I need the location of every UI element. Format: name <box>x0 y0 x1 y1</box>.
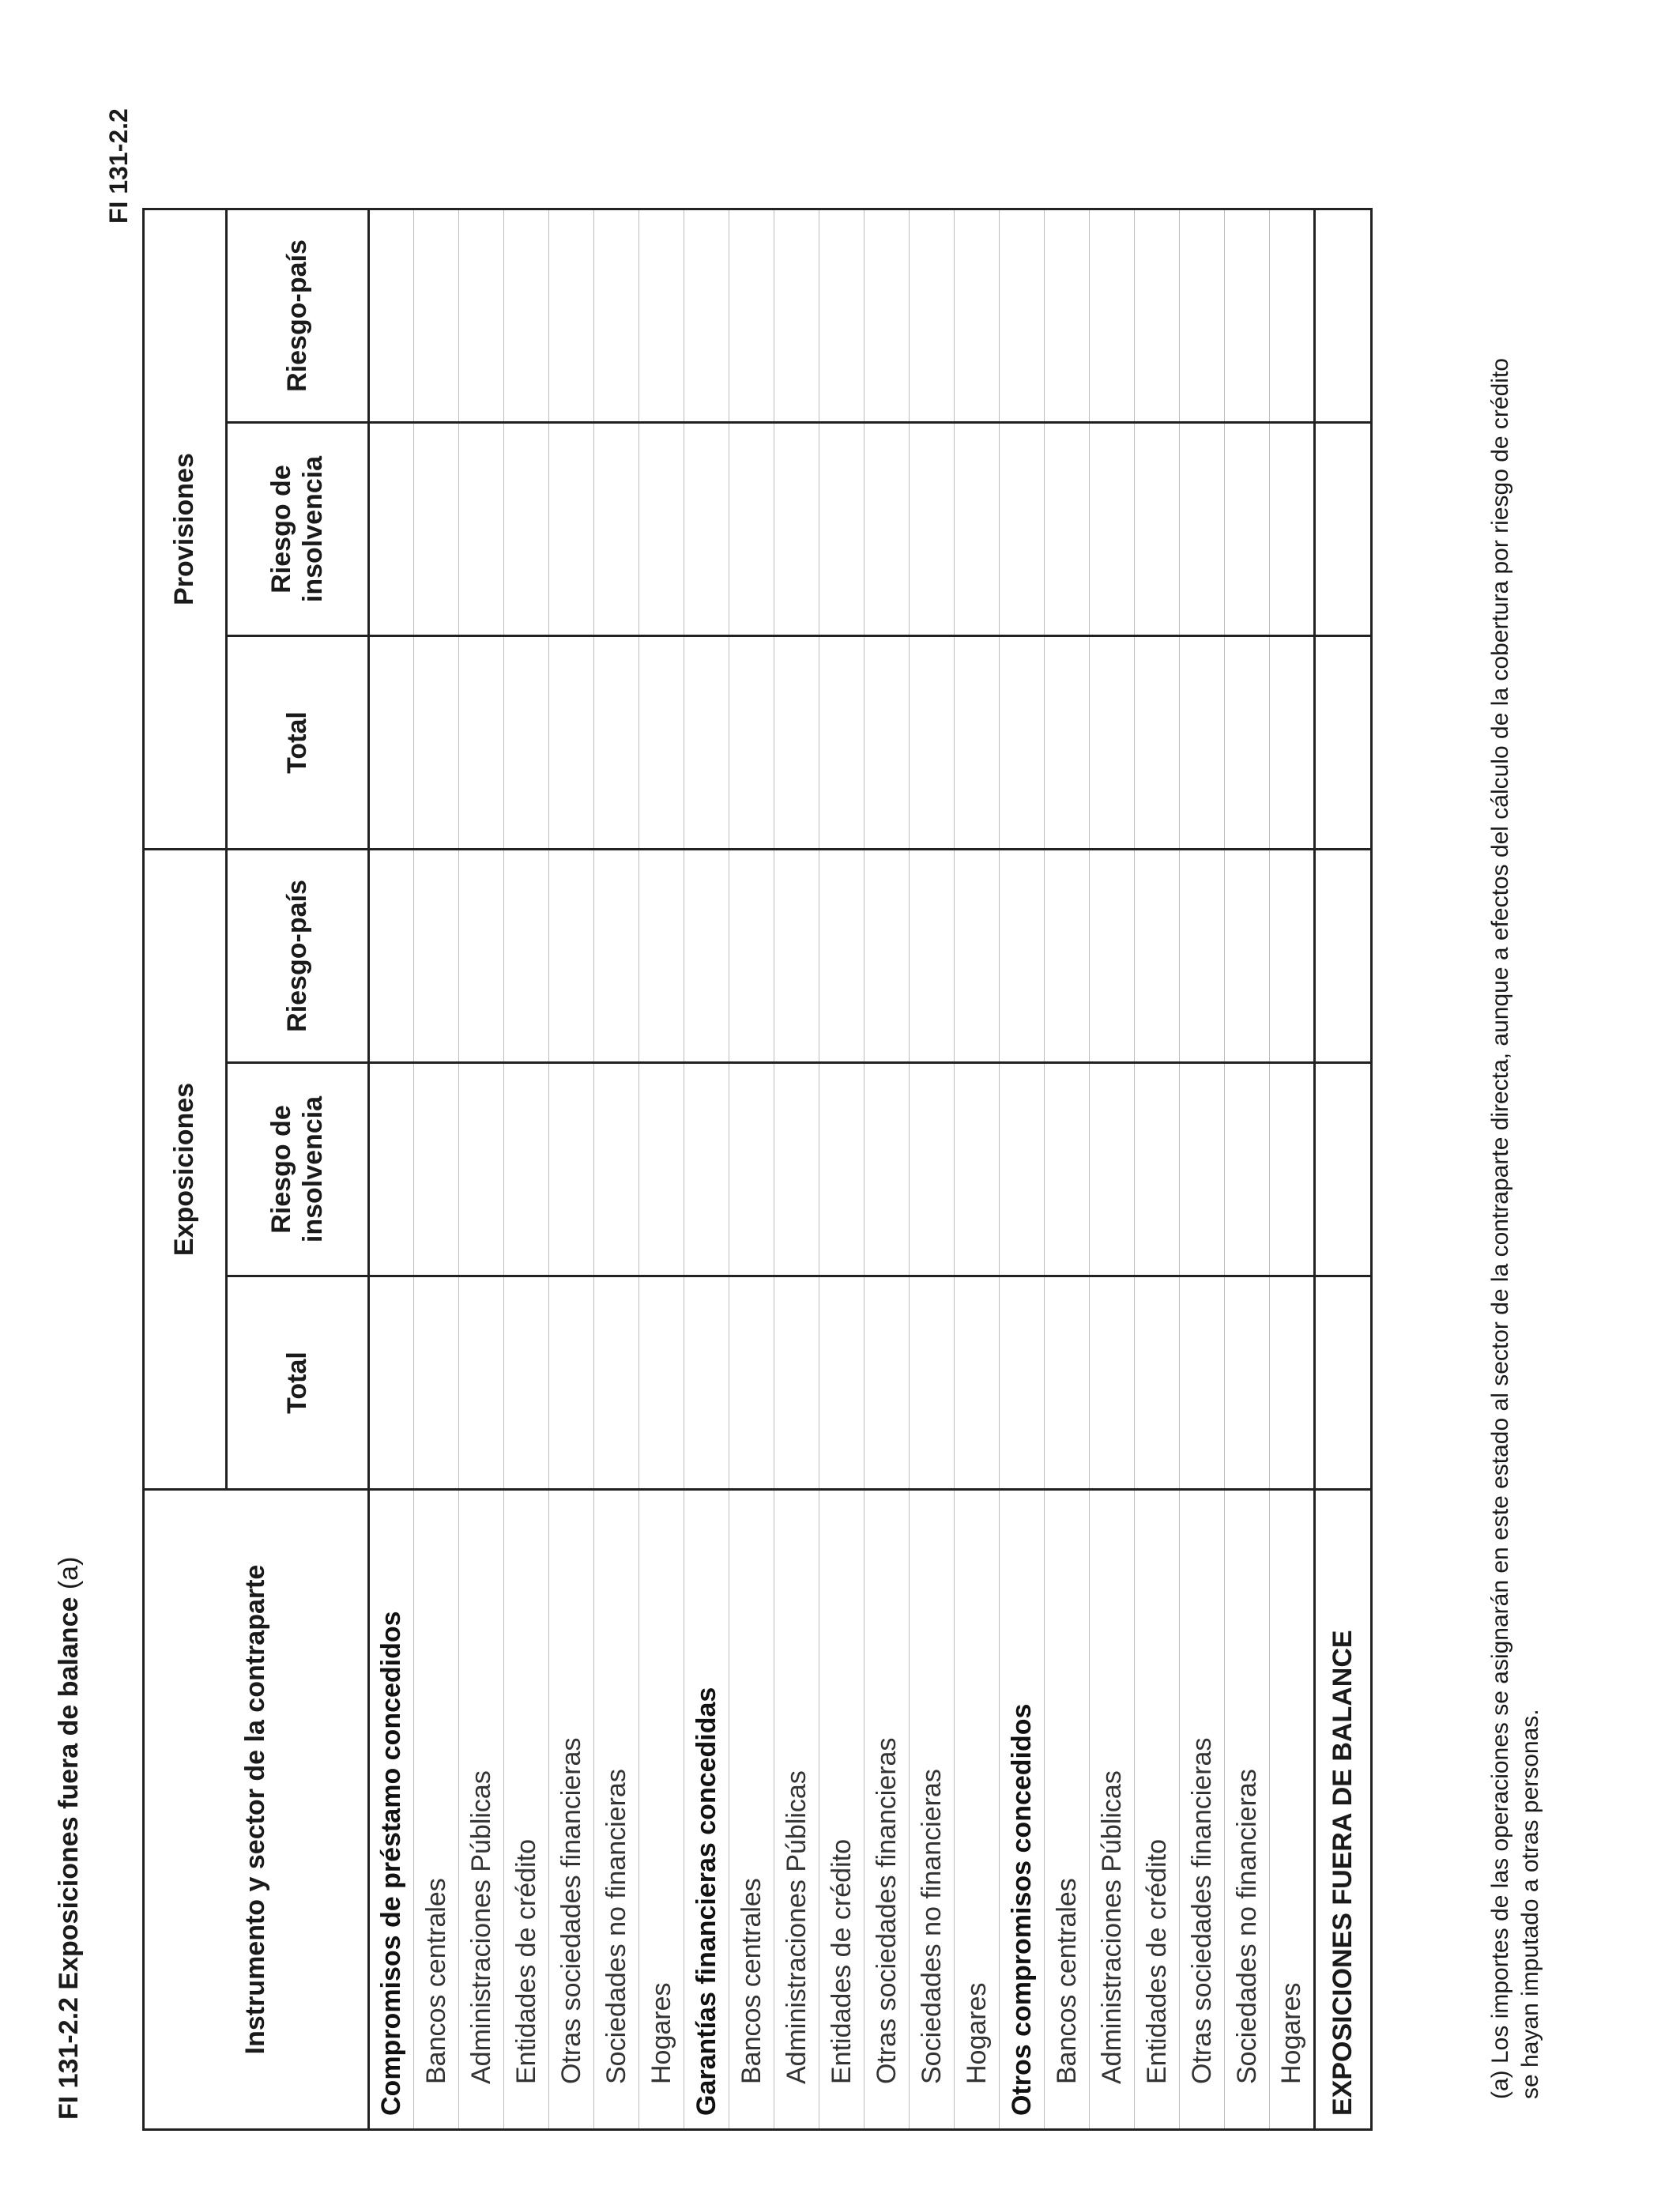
value-cell[interactable] <box>369 1063 414 1276</box>
value-cell[interactable] <box>369 850 414 1063</box>
form-title-main: FI 131-2.2 Exposiciones fuera de balance <box>54 1596 84 2120</box>
sector-label: Hogares <box>955 1490 1000 2130</box>
value-cell[interactable] <box>1090 850 1135 1063</box>
value-cell[interactable] <box>1000 423 1045 636</box>
value-cell[interactable] <box>1270 209 1315 423</box>
form-title-note: (a) <box>54 1556 84 1590</box>
value-cell[interactable] <box>1135 636 1180 850</box>
sector-label: Entidades de crédito <box>1135 1490 1180 2130</box>
value-cell[interactable] <box>459 423 504 636</box>
value-cell[interactable] <box>955 1276 1000 1490</box>
sector-label: Bancos centrales <box>414 1490 459 2130</box>
value-cell[interactable] <box>819 1276 864 1490</box>
value-cell[interactable] <box>910 636 955 850</box>
value-cell[interactable] <box>1180 850 1225 1063</box>
value-cell[interactable] <box>369 423 414 636</box>
value-cell[interactable] <box>1045 209 1090 423</box>
value-cell[interactable] <box>594 636 639 850</box>
row-header: Instrumento y sector de la contraparte <box>144 1490 369 2130</box>
value-cell[interactable] <box>414 1276 459 1490</box>
value-cell[interactable] <box>819 850 864 1063</box>
value-cell[interactable] <box>414 209 459 423</box>
value-cell[interactable] <box>549 1063 594 1276</box>
value-cell[interactable] <box>729 423 774 636</box>
table-row <box>1000 209 1045 2130</box>
value-cell[interactable] <box>819 209 864 423</box>
sector-label: Sociedades no financieras <box>1225 1490 1270 2130</box>
value-cell[interactable] <box>864 209 910 423</box>
value-cell[interactable] <box>639 1063 684 1276</box>
table-row <box>504 209 549 2130</box>
value-cell[interactable] <box>1270 850 1315 1063</box>
value-cell[interactable] <box>1000 636 1045 850</box>
value-cell[interactable] <box>1180 1063 1225 1276</box>
table-row <box>594 209 639 2130</box>
value-cell[interactable] <box>549 850 594 1063</box>
table-body <box>369 209 1372 2130</box>
form-title <box>54 1557 85 2120</box>
value-cell[interactable] <box>369 209 414 423</box>
value-cell[interactable] <box>684 209 729 423</box>
total-value-cell[interactable] <box>1315 209 1372 423</box>
sector-label: Entidades de crédito <box>819 1490 864 2130</box>
value-cell[interactable] <box>819 1063 864 1276</box>
value-cell[interactable] <box>1045 636 1090 850</box>
value-cell[interactable] <box>1045 850 1090 1063</box>
page-code: FI 131-2.2 <box>104 108 133 224</box>
sector-label: Otras sociedades financieras <box>1180 1490 1225 2130</box>
value-cell[interactable] <box>504 1063 549 1276</box>
value-cell[interactable] <box>955 209 1000 423</box>
value-cell[interactable] <box>549 1276 594 1490</box>
sector-label: Sociedades no financieras <box>910 1490 955 2130</box>
value-cell[interactable] <box>639 423 684 636</box>
sector-label: Entidades de crédito <box>504 1490 549 2130</box>
value-cell[interactable] <box>864 636 910 850</box>
value-cell[interactable] <box>955 636 1000 850</box>
table-row <box>819 209 864 2130</box>
total-value-cell[interactable] <box>1315 1063 1372 1276</box>
total-value-cell[interactable] <box>1315 423 1372 636</box>
value-cell[interactable] <box>1225 423 1270 636</box>
table-row <box>684 209 729 2130</box>
value-cell[interactable] <box>774 636 819 850</box>
sector-label: Hogares <box>1270 1490 1315 2130</box>
value-cell[interactable] <box>1135 1276 1180 1490</box>
sector-label: Administraciones Públicas <box>459 1490 504 2130</box>
value-cell[interactable] <box>1090 1276 1135 1490</box>
value-cell[interactable] <box>1045 423 1090 636</box>
value-cell[interactable] <box>504 850 549 1063</box>
value-cell[interactable] <box>684 423 729 636</box>
value-cell[interactable] <box>459 209 504 423</box>
sector-label: Otras sociedades financieras <box>549 1490 594 2130</box>
value-cell[interactable] <box>864 423 910 636</box>
total-value-cell[interactable] <box>1315 636 1372 850</box>
sector-label: Otras sociedades financieras <box>864 1490 910 2130</box>
value-cell[interactable] <box>1225 636 1270 850</box>
value-cell[interactable] <box>684 850 729 1063</box>
section-label: Otros compromisos concedidos <box>1000 1490 1045 2130</box>
col-header: Riesgo-país <box>227 850 369 1063</box>
value-cell[interactable] <box>684 1063 729 1276</box>
value-cell[interactable] <box>910 1063 955 1276</box>
section-label: Compromisos de préstamo concedidos <box>369 1490 414 2130</box>
value-cell[interactable] <box>774 1276 819 1490</box>
value-cell[interactable] <box>594 209 639 423</box>
sector-label: Hogares <box>639 1490 684 2130</box>
col-header: Total <box>227 1276 369 1490</box>
value-cell[interactable] <box>594 423 639 636</box>
table-row <box>1270 209 1315 2130</box>
value-cell[interactable] <box>639 209 684 423</box>
exposures-table <box>142 208 1373 2131</box>
col-header: Total <box>227 636 369 850</box>
table-row <box>910 209 955 2130</box>
value-cell[interactable] <box>459 850 504 1063</box>
value-cell[interactable] <box>910 209 955 423</box>
value-cell[interactable] <box>369 636 414 850</box>
value-cell[interactable] <box>639 636 684 850</box>
table-row <box>1180 209 1225 2130</box>
value-cell[interactable] <box>504 636 549 850</box>
value-cell[interactable] <box>774 209 819 423</box>
value-cell[interactable] <box>729 636 774 850</box>
sector-label: Bancos centrales <box>729 1490 774 2130</box>
value-cell[interactable] <box>1090 1063 1135 1276</box>
value-cell[interactable] <box>864 1276 910 1490</box>
value-cell[interactable] <box>955 423 1000 636</box>
table-row <box>1045 209 1090 2130</box>
value-cell[interactable] <box>774 423 819 636</box>
value-cell[interactable] <box>1180 209 1225 423</box>
value-cell[interactable] <box>955 1063 1000 1276</box>
value-cell[interactable] <box>684 1276 729 1490</box>
value-cell[interactable] <box>1135 423 1180 636</box>
table-row <box>459 209 504 2130</box>
value-cell[interactable] <box>1000 1276 1045 1490</box>
total-value-cell[interactable] <box>1315 850 1372 1063</box>
sector-label: Bancos centrales <box>1045 1490 1090 2130</box>
table-row <box>549 209 594 2130</box>
total-row <box>1315 209 1372 2130</box>
value-cell[interactable] <box>1180 636 1225 850</box>
value-cell[interactable] <box>729 1276 774 1490</box>
value-cell[interactable] <box>639 850 684 1063</box>
value-cell[interactable] <box>1045 1276 1090 1490</box>
value-cell[interactable] <box>864 1063 910 1276</box>
table-row <box>1225 209 1270 2130</box>
table-row <box>1090 209 1135 2130</box>
value-cell[interactable] <box>1225 850 1270 1063</box>
value-cell[interactable] <box>639 1276 684 1490</box>
col-header: Riesgo-país <box>227 209 369 423</box>
table-row <box>955 209 1000 2130</box>
table-row <box>639 209 684 2130</box>
value-cell[interactable] <box>1090 636 1135 850</box>
value-cell[interactable] <box>549 209 594 423</box>
table-row <box>369 209 414 2130</box>
value-cell[interactable] <box>729 1063 774 1276</box>
sector-label: Sociedades no financieras <box>594 1490 639 2130</box>
value-cell[interactable] <box>1000 850 1045 1063</box>
value-cell[interactable] <box>459 1276 504 1490</box>
value-cell[interactable] <box>1045 1063 1090 1276</box>
value-cell[interactable] <box>549 423 594 636</box>
value-cell[interactable] <box>1135 1063 1180 1276</box>
value-cell[interactable] <box>729 850 774 1063</box>
value-cell[interactable] <box>1000 209 1045 423</box>
value-cell[interactable] <box>414 850 459 1063</box>
value-cell[interactable] <box>414 1063 459 1276</box>
value-cell[interactable] <box>1270 636 1315 850</box>
value-cell[interactable] <box>414 636 459 850</box>
footnote: (a) Los importes de las operaciones se asignarán en este estado al sector de la contraparte directa, aunque a efectos del cálculo de la cobertura por riesgo de crédito se hayan imputado a otras personas. <box>1487 358 1543 2099</box>
value-cell[interactable] <box>1135 209 1180 423</box>
value-cell[interactable] <box>729 209 774 423</box>
table-row <box>414 209 459 2130</box>
value-cell[interactable] <box>684 636 729 850</box>
table-row <box>774 209 819 2130</box>
value-cell[interactable] <box>1270 423 1315 636</box>
group-header-provisiones: Provisiones <box>144 209 227 850</box>
value-cell[interactable] <box>955 850 1000 1063</box>
group-header-exposiciones: Exposiciones <box>144 850 227 1490</box>
table-row <box>729 209 774 2130</box>
total-label: EXPOSICIONES FUERA DE BALANCE <box>1315 1490 1372 2130</box>
sector-label: Administraciones Públicas <box>774 1490 819 2130</box>
value-cell[interactable] <box>910 850 955 1063</box>
section-label: Garantías financieras concedidas <box>684 1490 729 2130</box>
value-cell[interactable] <box>594 1063 639 1276</box>
value-cell[interactable] <box>459 1063 504 1276</box>
value-cell[interactable] <box>1270 1276 1315 1490</box>
value-cell[interactable] <box>1090 209 1135 423</box>
col-header: Riesgo de insolvencia <box>227 1063 369 1276</box>
sector-label: Administraciones Públicas <box>1090 1490 1135 2130</box>
value-cell[interactable] <box>910 1276 955 1490</box>
value-cell[interactable] <box>1180 1276 1225 1490</box>
table-row <box>1135 209 1180 2130</box>
value-cell[interactable] <box>369 1276 414 1490</box>
value-cell[interactable] <box>1135 850 1180 1063</box>
value-cell[interactable] <box>594 850 639 1063</box>
table-row <box>864 209 910 2130</box>
value-cell[interactable] <box>414 423 459 636</box>
value-cell[interactable] <box>819 423 864 636</box>
value-cell[interactable] <box>1225 1276 1270 1490</box>
value-cell[interactable] <box>1180 423 1225 636</box>
value-cell[interactable] <box>504 209 549 423</box>
value-cell[interactable] <box>774 1063 819 1276</box>
value-cell[interactable] <box>459 636 504 850</box>
value-cell[interactable] <box>910 423 955 636</box>
value-cell[interactable] <box>1225 1063 1270 1276</box>
value-cell[interactable] <box>504 423 549 636</box>
value-cell[interactable] <box>594 1276 639 1490</box>
value-cell[interactable] <box>549 636 594 850</box>
value-cell[interactable] <box>864 850 910 1063</box>
value-cell[interactable] <box>1270 1063 1315 1276</box>
value-cell[interactable] <box>504 1276 549 1490</box>
total-value-cell[interactable] <box>1315 1276 1372 1490</box>
col-header: Riesgo de insolvencia <box>227 423 369 636</box>
value-cell[interactable] <box>1000 1063 1045 1276</box>
value-cell[interactable] <box>1090 423 1135 636</box>
value-cell[interactable] <box>819 636 864 850</box>
value-cell[interactable] <box>774 850 819 1063</box>
value-cell[interactable] <box>1225 209 1270 423</box>
